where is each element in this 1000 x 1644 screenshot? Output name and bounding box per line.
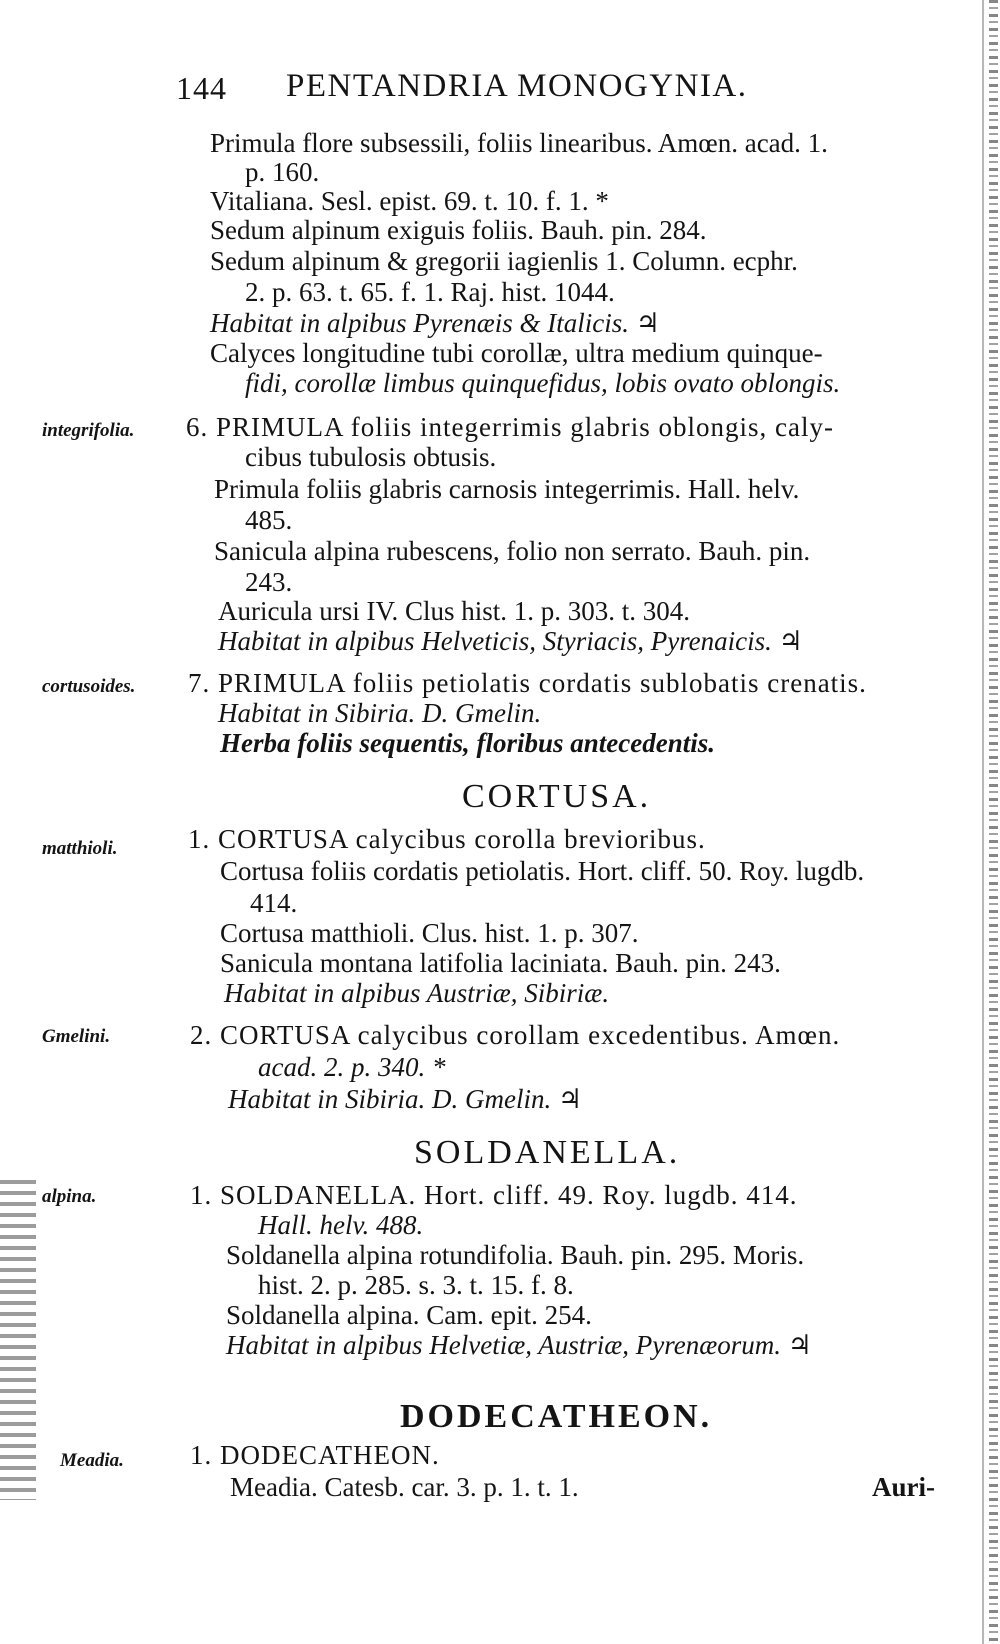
text-line: 2. p. 63. t. 65. f. 1. Raj. hist. 1044. (245, 277, 615, 307)
text-line: Sanicula montana latifolia laciniata. Bauh. pin. 243. (220, 948, 781, 978)
text-line: cibus tubulosis obtusis. (245, 442, 497, 472)
habitat-line: Habitat in alpibus Helveticis, Styriacis, Pyrenaicis. ♃ (218, 626, 803, 656)
text-line: Meadia. Catesb. car. 3. p. 1. t. 1. (230, 1472, 579, 1502)
bleed-through-marks (0, 1180, 36, 1500)
page-edge-line (982, 0, 984, 1644)
running-header (0, 62, 1000, 108)
margin-species-name: matthioli. (42, 838, 118, 859)
habitat-line: Habitat in Sibiria. D. Gmelin. ♃ (228, 1084, 583, 1114)
text-line: Cortusa matthioli. Clus. hist. 1. p. 307. (220, 918, 639, 948)
habitat-line: Habitat in alpibus Pyrenæis & Italicis. ♃ (210, 308, 660, 338)
text-line: 243. (245, 567, 293, 597)
running-title: PENTANDRIA MONOGYNIA. (286, 68, 748, 104)
margin-species-name: alpina. (42, 1186, 97, 1207)
species-diagnosis: 7. PRIMULA foliis petiolatis cordatis sublobatis crenatis. (188, 668, 867, 698)
habitat-line: Habitat in alpibus Austriæ, Sibiriæ. (224, 978, 610, 1008)
species-diagnosis: 1. DODECATHEON. (190, 1440, 440, 1470)
genus-heading: CORTUSA. (462, 778, 652, 815)
species-diagnosis: 1. SOLDANELLA. Hort. cliff. 49. Roy. lugdb. 414. (190, 1180, 798, 1210)
text-line: Soldanella alpina rotundifolia. Bauh. pin. 295. Moris. (226, 1240, 805, 1270)
text-line: p. 160. (245, 157, 320, 187)
text-line: Sedum alpinum exiguis foliis. Bauh. pin. 284. (210, 215, 707, 245)
text-line: fidi, corollæ limbus quinquefidus, lobis ovato oblongis. (245, 368, 841, 398)
genus-heading: DODECATHEON. (400, 1398, 713, 1435)
page-edge-shadow (989, 0, 998, 1644)
margin-species-name: Meadia. (60, 1450, 124, 1471)
margin-species-name: integrifolia. (42, 420, 135, 441)
text-line: Sedum alpinum & gregorii iagienlis 1. Column. ecphr. (210, 246, 798, 276)
catchword: Auri- (872, 1472, 935, 1502)
species-diagnosis: 6. PRIMULA foliis integerrimis glabris oblongis, caly- (186, 412, 834, 442)
text-line: Calyces longitudine tubi corollæ, ultra medium quinque- (210, 338, 823, 368)
text-line: Sanicula alpina rubescens, folio non serrato. Bauh. pin. (214, 536, 811, 566)
margin-species-name: Gmelini. (42, 1026, 111, 1047)
text-line: Hall. helv. 488. (258, 1210, 424, 1240)
habitat-line: Habitat in Sibiria. D. Gmelin. (218, 698, 542, 728)
margin-species-name: cortusoides. (42, 676, 136, 697)
species-diagnosis: 2. CORTUSA calycibus corollam excedentibus. Amœn. (190, 1020, 841, 1050)
text-line: Soldanella alpina. Cam. epit. 254. (226, 1300, 592, 1330)
habitat-line: Habitat in alpibus Helvetiæ, Austriæ, Pyrenæorum. ♃ (226, 1330, 812, 1360)
text-line: hist. 2. p. 285. s. 3. t. 15. f. 8. (258, 1270, 574, 1300)
text-line: Cortusa foliis cordatis petiolatis. Hort. cliff. 50. Roy. lugdb. (220, 856, 865, 886)
text-line: 414. (250, 888, 298, 918)
text-line: 485. (245, 505, 293, 535)
text-line: Herba foliis sequentis, floribus antecedentis. (220, 728, 716, 758)
page-number: 144 (176, 70, 227, 106)
text-line: Primula flore subsessili, foliis linearibus. Amœn. acad. 1. (210, 128, 828, 158)
text-line: Auricula ursi IV. Clus hist. 1. p. 303. t. 304. (218, 596, 690, 626)
species-diagnosis: 1. CORTUSA calycibus corolla brevioribus. (188, 824, 706, 854)
text-line: Primula foliis glabris carnosis integerrimis. Hall. helv. (214, 474, 800, 504)
genus-heading: SOLDANELLA. (414, 1134, 681, 1171)
text-line: acad. 2. p. 340. * (258, 1052, 446, 1082)
text-line: Vitaliana. Sesl. epist. 69. t. 10. f. 1. * (210, 186, 609, 216)
